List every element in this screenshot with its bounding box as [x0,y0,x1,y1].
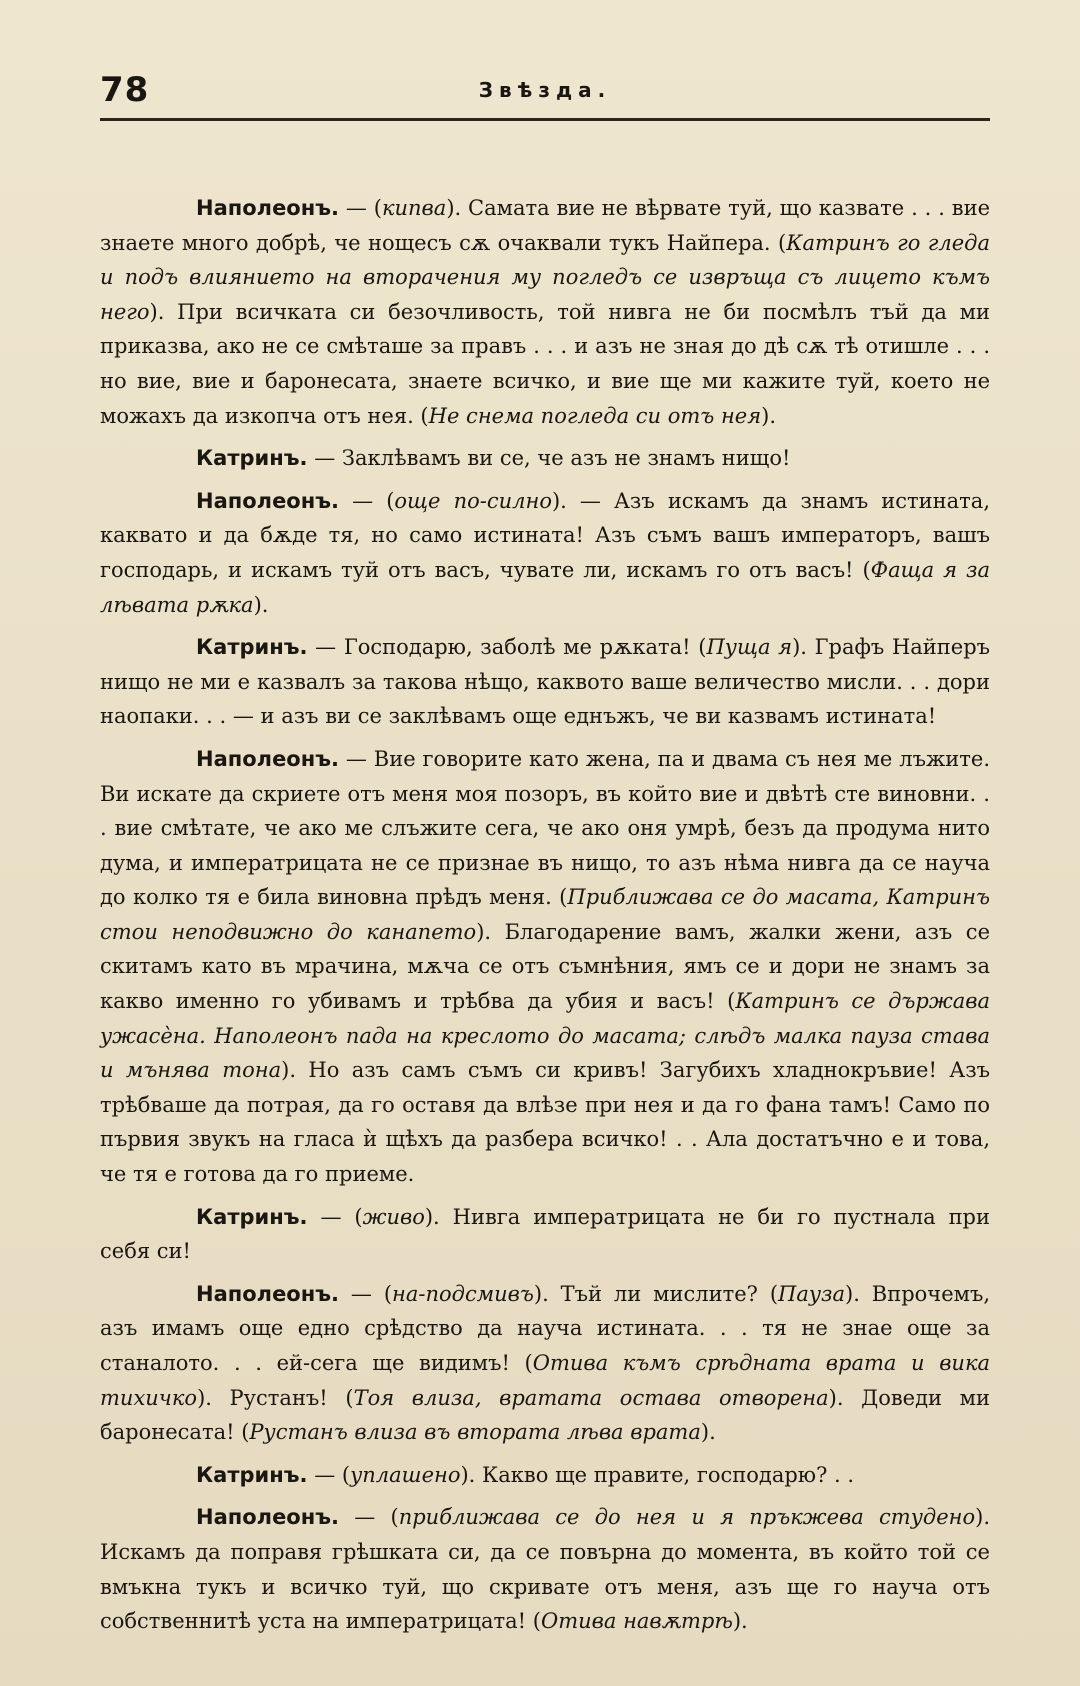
dialogue-paragraph [100,191,990,433]
stage-direction: на-подсмивъ [392,1281,534,1306]
stage-direction: Пауза [778,1281,846,1306]
dialogue-text: ). Доведи ми баронесата! ( [100,1385,990,1445]
play-text [100,191,990,1639]
dialogue-paragraph [100,1500,990,1638]
dialogue-text: ). [253,592,269,617]
dialogue-text: — ( [307,1204,363,1229]
stage-direction: Отива къмъ срѣдната врата и вика тихичко [100,1351,991,1410]
dialogue-text: — ( [307,1462,351,1487]
dialogue-text: ). Но азъ самъ съмъ си кривъ! Загубихъ хладнокръвие! Азъ трѣбваше да потрая, да го оставя да влѣзе при нея и да го фана тамъ! Само по първия звукъ на гласа ѝ щѣхъ да разбера всичко! . . Ала достатъчно е и това, че тя е готова да го приеме. [100,1058,991,1187]
dialogue-text: ). Нивга императрицата не би го пустнала при себя си! [100,1204,990,1264]
dialogue-text: ). Самата вие не вѣрвате туй, що казвате . . . вие знаете много добрѣ, че нощесъ сѫ очаквали тукъ Найпера. ( [100,196,990,255]
stage-direction: Фаща я за лѣвата рѫка [100,557,990,617]
dialogue-paragraph [100,1277,990,1450]
dialogue-text: ). Впрочемъ, азъ имамъ още едно срѣдство да науча истината. . . тя не знае още за станалото. . . ей-сега ще видимъ! ( [100,1281,990,1375]
dialogue-paragraph [100,1200,990,1269]
stage-direction: Рустанъ влиза въ втората лѣва врата [249,1420,701,1445]
stage-direction: Катринъ се държава ужасѐна. Наполеонъ пада на креслото до масата; слѣдъ малка пауза става и мънява тона [100,989,991,1083]
dialogue-text: ). [761,403,776,428]
stage-direction: Тоя влиза, вратата остава отворена [353,1385,829,1410]
dialogue-paragraph [100,441,990,476]
dialogue-text: ). — Азъ искамъ да знамъ истината, каквато и да бѫде тя, но само истината! Азъ съмъ вашъ императоръ, вашъ господарь, и искамъ туй отъ васъ, чувате ли, искамъ го отъ васъ! ( [100,488,990,582]
stage-direction: още по-силно [394,488,552,513]
speaker-name: Наполеонъ. [196,196,340,220]
stage-direction: Пуща я [706,635,793,660]
dialogue-text: ). Рустанъ! ( [197,1385,354,1410]
stage-direction: Отива навѫтрѣ [541,1609,733,1634]
dialogue-paragraph [100,742,990,1192]
dialogue-text: ). При всичката си безочливость, той нивга не би посмѣлъ тъй да ми приказва, ако не се смѣташе за правъ . . . и азъ не зная до дѣ сѫ тѣ отишле . . . но вие, вие и баронесата, знаете всичко, и вие ще ми кажите туй, което не можахъ да изкопча отъ нея. ( [100,299,990,428]
page-header [100,66,990,121]
speaker-name: Катринъ. [196,1462,308,1487]
dialogue-text: — Господарю, заболѣ ме рѫката! ( [307,635,707,660]
dialogue-text: — ( [339,1281,393,1306]
dialogue-paragraph [100,630,990,734]
dialogue-text: ). [732,1609,748,1634]
stage-direction: кипва [381,196,447,220]
speaker-name: Наполеонъ. [196,746,340,771]
stage-direction: уплашено [350,1462,461,1487]
speaker-name: Наполеонъ. [196,1281,340,1306]
dialogue-text: — ( [339,1505,399,1530]
speaker-name: Катринъ. [196,1204,308,1229]
stage-direction: Не снема погледа си отъ нея [428,403,762,428]
dialogue-text: — Вие говорите като жена, па и двама съ нея ме лъжите. Ви искате да скриете отъ меня моя позоръ, въ който вие и двѣтѣ сте виновни. . . вие смѣтате, че ако ме слъжите сега, че ако оня умрѣ, безъ да продума нито дума, и императрицата не се признае въ нищо, то азъ нѣма нивга да се науча до колко тя е била виновна прѣдъ меня. ( [100,746,990,910]
dialogue-text: ). [700,1420,716,1445]
dialogue-text: ). Графъ Найперъ нищо не ми е казвалъ за такова нѣщо, каквото ваше величество мисли. . . дори наопаки. . . — и азъ ви се заклѣвамъ още еднъжъ, че ви казвамъ истината! [100,635,990,729]
dialogue-text: — ( [339,196,382,220]
stage-direction: живо [362,1204,425,1229]
stage-direction: приближава се до нея и я пръкжева студено [398,1505,976,1530]
dialogue-text: — Заклѣвамъ ви се, че азъ не знамъ нищо! [307,446,791,471]
dialogue-paragraph [100,1458,990,1493]
dialogue-text: ). Искамъ да поправя грѣшката си, да се повърна до момента, въ който той се вмъкна тукъ и всичко туй, що скривате отъ меня, азъ ще го науча отъ собственнитѣ уста на императрицата! ( [100,1505,990,1634]
speaker-name: Катринъ. [196,446,308,471]
running-title: Звѣзда. [478,78,612,102]
dialogue-paragraph [100,484,990,622]
dialogue-text: ). Благодарение вамъ, жалки жени, азъ се скитамъ като въ мрачина, мѫча се отъ съмнѣния, ямъ се и дори не знамъ за какво именно го убивамъ и трѣбва да убия и васъ! ( [100,919,990,1014]
speaker-name: Катринъ. [196,635,308,660]
stage-direction: Приближава се до масата, Катринъ стои неподвижно до канапето [100,885,990,944]
page-number: 78 [100,70,150,110]
stage-direction: Катринъ го гледа и подъ влиянието на вторачения му погледъ се извръща съ лицето къмъ него [100,230,990,324]
dialogue-text: ). Какво ще правите, господарю? . . [460,1462,855,1487]
speaker-name: Наполеонъ. [196,488,340,513]
dialogue-text: ). Тъй ли мислите? ( [533,1281,779,1306]
dialogue-text: — ( [339,488,395,513]
speaker-name: Наполеонъ. [196,1505,340,1530]
